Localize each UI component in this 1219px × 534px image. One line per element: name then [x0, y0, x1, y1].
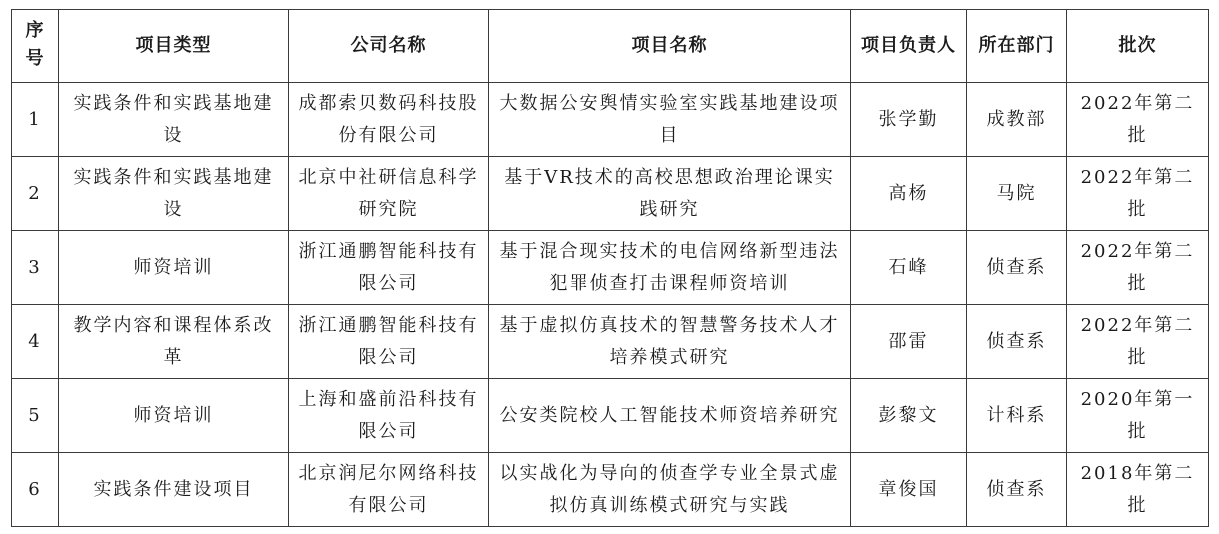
table-row	[12, 305, 1209, 379]
cell-batch: 2022年第二批	[1067, 157, 1209, 231]
cell-leader: 张学勤	[851, 83, 967, 157]
cell-dept: 侦查系	[967, 231, 1067, 305]
cell-leader: 邵雷	[851, 305, 967, 379]
cell-name: 基于混合现实技术的电信网络新型违法犯罪侦查打击课程师资培训	[489, 231, 851, 305]
table-row	[12, 379, 1209, 453]
cell-name: 基于虚拟仿真技术的智慧警务技术人才培养模式研究	[489, 305, 851, 379]
cell-name: 基于VR技术的高校思想政治理论课实践研究	[489, 157, 851, 231]
table-row	[12, 453, 1209, 527]
header-row	[12, 10, 1209, 83]
cell-company: 成都索贝数码科技股份有限公司	[289, 83, 489, 157]
cell-batch: 2022年第二批	[1067, 305, 1209, 379]
cell-dept: 侦查系	[967, 305, 1067, 379]
table-row	[12, 83, 1209, 157]
cell-batch: 2020年第一批	[1067, 379, 1209, 453]
cell-type: 师资培训	[59, 379, 289, 453]
header-type: 项目类型	[59, 10, 289, 83]
cell-type: 实践条件和实践基地建设	[59, 157, 289, 231]
cell-name: 大数据公安舆情实验室实践基地建设项目	[489, 83, 851, 157]
cell-batch: 2022年第二批	[1067, 83, 1209, 157]
cell-leader: 章俊国	[851, 453, 967, 527]
cell-dept: 计科系	[967, 379, 1067, 453]
cell-no: 1	[12, 83, 59, 157]
cell-type: 实践条件建设项目	[59, 453, 289, 527]
cell-dept: 成教部	[967, 83, 1067, 157]
table-row	[12, 231, 1209, 305]
cell-name: 以实战化为导向的侦查学专业全景式虚拟仿真训练模式研究与实践	[489, 453, 851, 527]
cell-name: 公安类院校人工智能技术师资培养研究	[489, 379, 851, 453]
cell-company: 北京中社研信息科学研究院	[289, 157, 489, 231]
cell-company: 浙江通鹏智能科技有限公司	[289, 305, 489, 379]
header-no: 序号	[12, 10, 59, 83]
cell-no: 5	[12, 379, 59, 453]
cell-no: 6	[12, 453, 59, 527]
project-table	[11, 9, 1209, 527]
cell-company: 上海和盛前沿科技有限公司	[289, 379, 489, 453]
cell-dept: 马院	[967, 157, 1067, 231]
header-company: 公司名称	[289, 10, 489, 83]
header-batch: 批次	[1067, 10, 1209, 83]
cell-leader: 石峰	[851, 231, 967, 305]
cell-no: 2	[12, 157, 59, 231]
cell-type: 实践条件和实践基地建设	[59, 83, 289, 157]
cell-batch: 2022年第二批	[1067, 231, 1209, 305]
cell-no: 3	[12, 231, 59, 305]
table-row	[12, 157, 1209, 231]
header-name: 项目名称	[489, 10, 851, 83]
cell-no: 4	[12, 305, 59, 379]
cell-dept: 侦查系	[967, 453, 1067, 527]
header-leader: 项目负责人	[851, 10, 967, 83]
cell-company: 浙江通鹏智能科技有限公司	[289, 231, 489, 305]
header-dept: 所在部门	[967, 10, 1067, 83]
cell-leader: 彭黎文	[851, 379, 967, 453]
cell-company: 北京润尼尔网络科技有限公司	[289, 453, 489, 527]
cell-type: 教学内容和课程体系改革	[59, 305, 289, 379]
cell-batch: 2018年第二批	[1067, 453, 1209, 527]
cell-leader: 高杨	[851, 157, 967, 231]
cell-type: 师资培训	[59, 231, 289, 305]
